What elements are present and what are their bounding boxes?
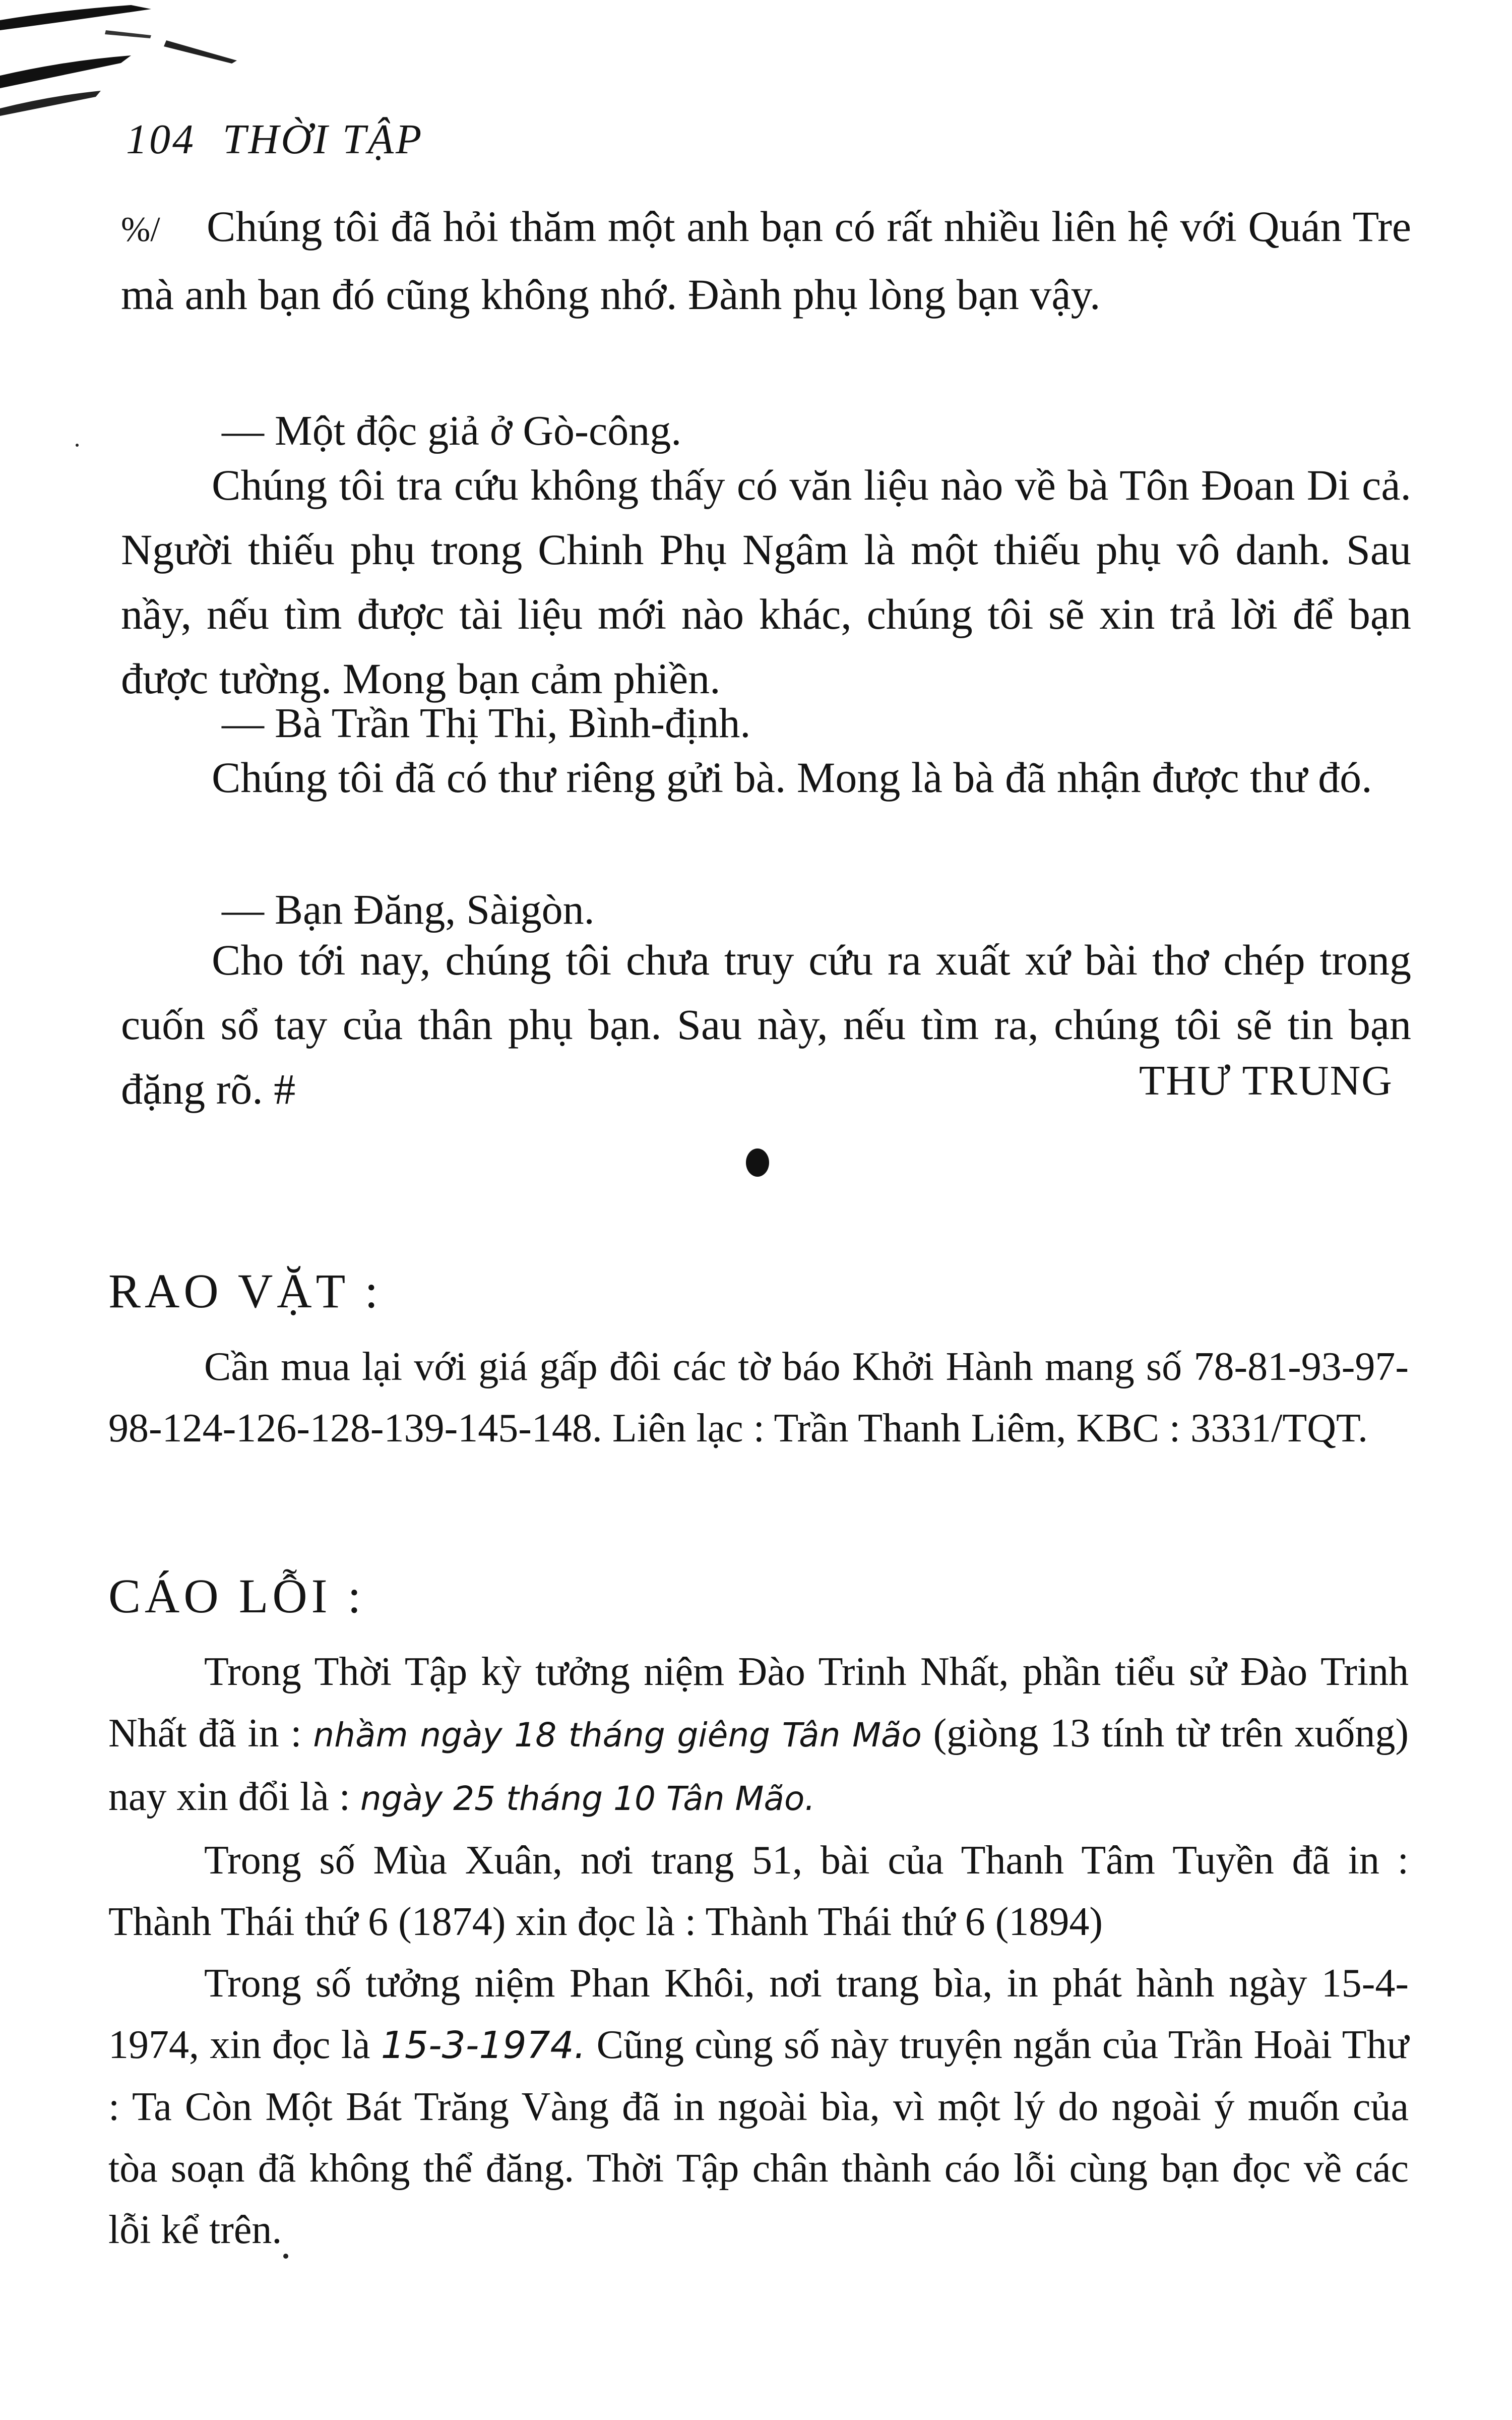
- page-number: 104: [126, 116, 196, 163]
- cao-loi-p3-correct-date: 15-3-1974.: [381, 2024, 586, 2067]
- cao-loi-p1-correct-date: ngày 25 tháng 10 Tân Mão.: [360, 1779, 815, 1818]
- cao-loi-p1-text-a: Trong Thời Tập kỳ tưởng niệm Đào Trinh Nhất, phần tiểu sử Đào Trinh Nhất đã in :: [108, 1650, 1409, 1756]
- rao-vat-body: [108, 1336, 1409, 1459]
- reply-3: [121, 745, 1411, 810]
- cao-loi-body: [108, 1641, 1409, 2261]
- cao-loi-paragraph-3: [108, 1953, 1409, 2261]
- reply-2-text: Chúng tôi tra cứu không thấy có văn liệu nào về bà Tôn Đoan Di cả. Người thiếu phụ trong Chinh Phụ Ngâm là một thiếu phụ vô danh. Sau nầy, nếu tìm được tài liệu mới nào khác, chúng tôi sẽ xin trả lời để bạn được tường. Mong bạn cảm phiền.: [121, 461, 1411, 703]
- author-signoff: THƯ TRUNG: [1139, 1057, 1393, 1104]
- reader-signature-binh-dinh: — Bà Trần Thị Thi, Bình-định.: [222, 700, 751, 747]
- opening-mark: %/: [121, 210, 160, 249]
- cao-loi-p3-text-a: Trong số tưởng niệm Phan Khôi, nơi trang bìa, in phát hành ngày 15-4-1974, xin đọc là: [108, 1961, 1409, 2067]
- reply-1-text: Chúng tôi đã hỏi thăm một anh bạn có rất nhiều liên hệ với Quán Tre mà anh bạn đó cũng không nhớ. Đành phụ lòng bạn vậy.: [121, 202, 1411, 319]
- print-speck: [283, 2254, 288, 2259]
- reader-signature-saigon: — Bạn Đăng, Sàigòn.: [222, 886, 595, 933]
- section-separator-bullet: [746, 1148, 769, 1177]
- rao-vat-heading: RAO VẶT :: [108, 1264, 383, 1318]
- cao-loi-p3-text-c: Cũng cùng số này truyện ngắn của Trần Hoài Thư : Ta Còn Một Bát Trăng Vàng đã in ngoài bìa, vì một lý do ngoài ý muốn của tòa soạn đã không thể đăng. Thời Tập chân thành cáo lỗi cùng bạn đọc về các lỗi kể trên.: [108, 2023, 1409, 2252]
- page-header: [126, 115, 451, 164]
- running-title: THỜI TẬP: [223, 116, 424, 163]
- reply-2: [121, 453, 1411, 711]
- reader-signature-go-cong: — Một độc giả ở Gò-công.: [222, 407, 682, 454]
- reply-1: [121, 194, 1411, 327]
- reply-4-text: Cho tới nay, chúng tôi chưa truy cứu ra xuất xứ bài thơ chép trong cuốn sổ tay của thân phụ bạn. Sau này, nếu tìm ra, chúng tôi sẽ tin bạn đặng rõ. #: [121, 936, 1411, 1113]
- reply-3-text: Chúng tôi đã có thư riêng gửi bà. Mong là bà đã nhận được thư đó.: [212, 753, 1372, 802]
- cao-loi-p1-error-date: nhầm ngày 18 tháng giêng Tân Mão: [313, 1716, 922, 1754]
- corner-smudge: [0, 0, 262, 131]
- cao-loi-paragraph-2: Trong số Mùa Xuân, nơi trang 51, bài của Thanh Tâm Tuyền đã in : Thành Thái thứ 6 (1874) xin đọc là : Thành Thái thứ 6 (1894): [108, 1838, 1409, 1944]
- rao-vat-text: Cần mua lại với giá gấp đôi các tờ báo Khởi Hành mang số 78-81-93-97-98-124-126-128-139-145-148. Liên lạc : Trần Thanh Liêm, KBC : 3331/TQT.: [108, 1345, 1409, 1450]
- cao-loi-p1-text-c: (giòng 13 tính từ trên xuống) nay xin đổi là :: [108, 1711, 1409, 1819]
- cao-loi-paragraph-1: [108, 1641, 1409, 1830]
- print-speck: [76, 444, 79, 447]
- cao-loi-heading: CÁO LỖI :: [108, 1569, 365, 1623]
